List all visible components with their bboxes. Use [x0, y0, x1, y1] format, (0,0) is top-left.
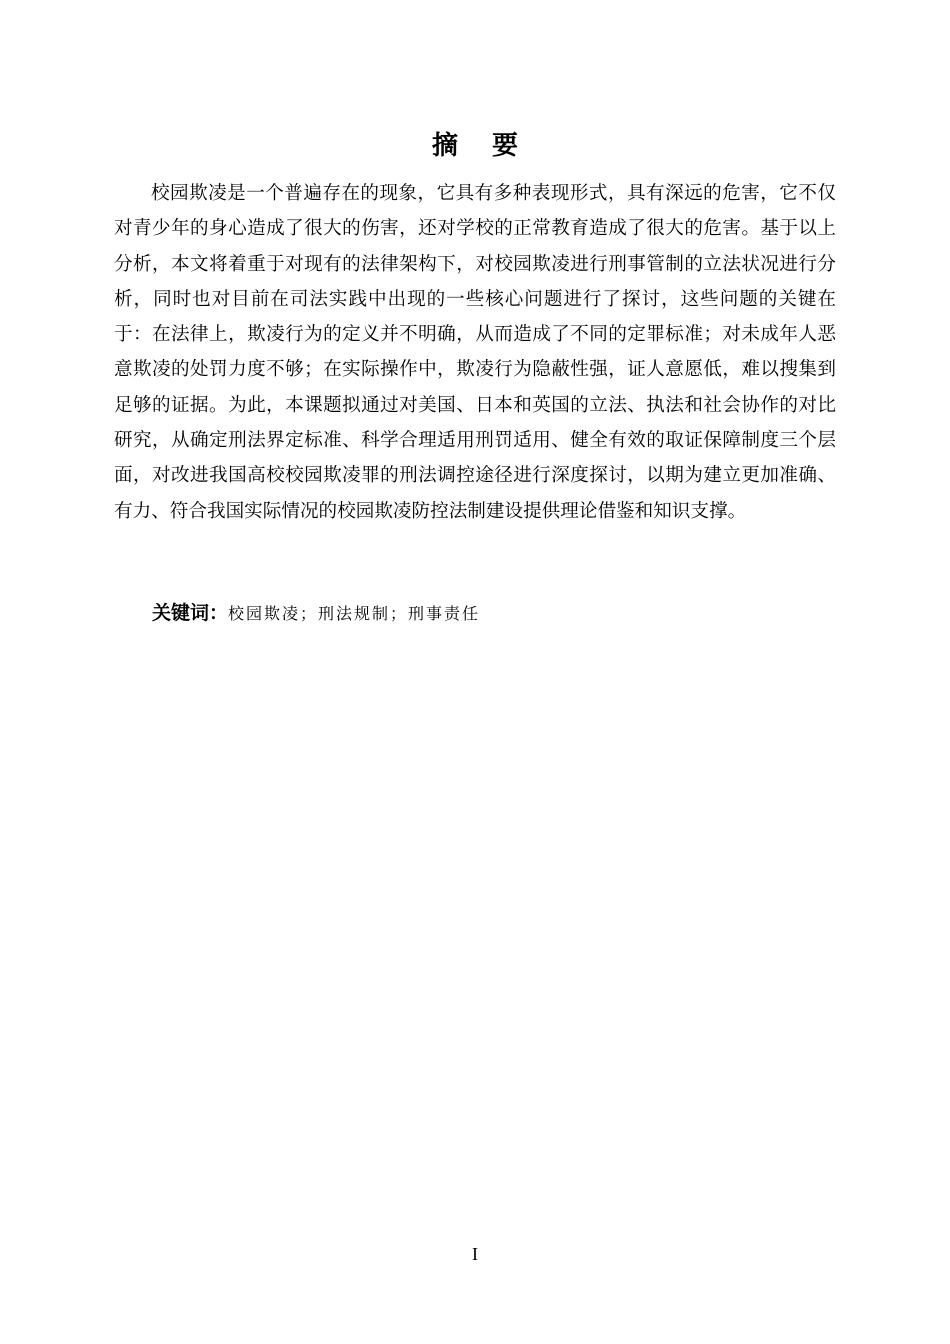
page-number: I	[472, 1244, 478, 1264]
abstract-paragraph: 校园欺凌是一个普遍存在的现象，它具有多种表现形式，具有深远的危害，它不仅对青少年的身心造成了很大的伤害，还对学校的正常教育造成了很大的危害。基于以上分析，本文将着重于对现有的法律架构下，对校园欺凌进行刑事管制的立法状况进行分析，同时也对目前在司法实践中出现的一些核心问题进行了探讨，这些问题的关键在于：在法律上，欺凌行为的定义并不明确，从而造成了不同的定罪标准；对未成年人恶意欺凌的处罚力度不够；在实际操作中，欺凌行为隐蔽性强，证人意愿低，难以搜集到足够的证据。为此，本课题拟通过对美国、日本和英国的立法、执法和社会协作的对比研究，从确定刑法界定标准、科学合理适用刑罚适用、健全有效的取证保障制度三个层面，对改进我国高校校园欺凌罪的刑法调控途径进行深度探讨，以期为建立更加准确、有力、符合我国实际情况的校园欺凌防控法制建设提供理论借鉴和知识支撑。	[114, 183, 836, 522]
keywords-text: 校园欺凌；刑法规制；刑事责任	[228, 604, 481, 623]
keywords-label: 关键词：	[152, 602, 229, 624]
page-title: 摘要	[431, 131, 552, 161]
keywords-line	[152, 598, 836, 629]
